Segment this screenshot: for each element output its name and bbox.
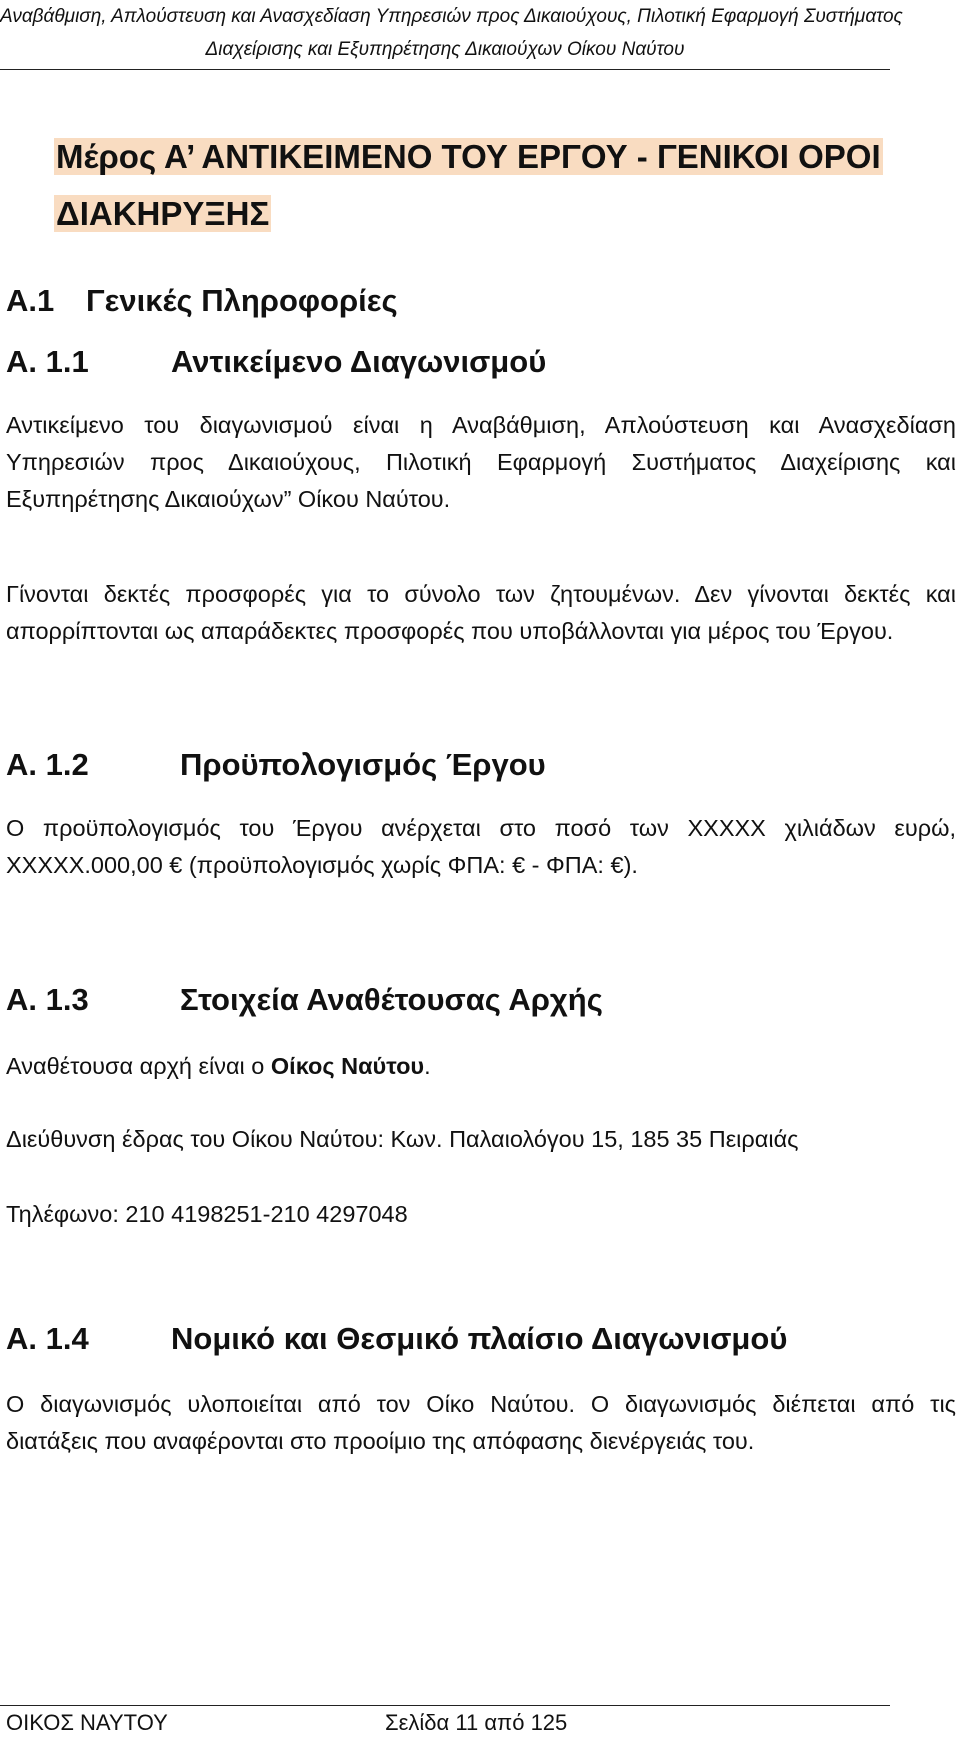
paragraph-line: Τηλέφωνο: 210 4198251-210 4297048 [6,1201,408,1227]
paragraph-line: Εξυπηρέτησης Δικαιούχων” Οίκου Ναύτου. [6,486,451,512]
footer-rule [0,1705,890,1706]
paragraph-phone [6,1196,956,1233]
part-title [54,128,959,242]
header-rule [0,69,890,70]
section-heading-a11 [6,343,546,381]
section-heading-a1 [6,282,398,320]
paragraph-subject [6,407,956,518]
part-title-line-2: ΔΙΑΚΗΡΥΞΗΣ [56,195,270,232]
authority-name: Οίκος Ναύτου [270,1053,425,1079]
paragraph-authority [6,1048,956,1085]
section-number: Α. 1.1 [6,344,89,379]
paragraph-line: διατάξεις που αναφέρονται στο προοίμιο της απόφασης διενέργειάς του. [6,1428,755,1454]
section-title: Αντικείμενο Διαγωνισμού [171,344,547,379]
paragraph-legal [6,1386,956,1460]
paragraph-line [6,1048,956,1085]
paragraph-line: ΧΧΧΧΧ.000,00 € (προϋπολογισμός χωρίς ΦΠΑ: € - ΦΠΑ: €). [6,852,638,878]
part-title-line-1: Μέρος Α’ ΑΝΤΙΚΕΙΜΕΝΟ ΤΟΥ ΕΡΓΟΥ - ΓΕΝΙΚΟΙ ΟΡΟΙ [56,138,881,175]
paragraph-line: Γίνονται δεκτές προσφορές για το σύνολο των ζητουμένων. Δεν γίνονται δεκτές και [6,581,956,607]
running-header-line-2: Διαχείρισης και Εξυπηρέτησης Δικαιούχων Οίκου Ναύτου [205,39,685,60]
section-heading-a13 [6,981,603,1019]
section-number: Α. 1.2 [6,747,89,782]
section-number: Α. 1.3 [6,982,89,1017]
running-header [0,0,903,66]
authority-prefix: Αναθέτουσα αρχή είναι ο [6,1053,271,1079]
paragraph-budget [6,810,956,884]
paragraph-line: Διεύθυνση έδρας του Οίκου Ναύτου: Κων. Παλαιολόγου 15, 185 35 Πειραιάς [6,1126,799,1152]
footer-org: ΟΙΚΟΣ ΝΑΥΤΟΥ [6,1710,168,1735]
paragraph-line: Αντικείμενο του διαγωνισμού είναι η Αναβάθμιση, Απλούστευση και Ανασχεδίαση [6,412,956,438]
paragraph-address [6,1121,956,1158]
running-header-line-1: Αναβάθμιση, Απλούστευση και Ανασχεδίαση Υπηρεσιών προς Δικαιούχους, Πιλοτική Εφαρμογή Συστήματος [0,6,903,27]
section-heading-a12 [6,746,546,784]
paragraph-line: απορρίπτονται ως απαράδεκτες προσφορές που υποβάλλονται για μέρος του Έργου. [6,618,894,644]
section-title: Προϋπολογισμός Έργου [180,747,546,782]
section-title: Στοιχεία Αναθέτουσας Αρχής [180,982,603,1017]
paragraph-offers [6,576,956,650]
section-number: Α. 1.4 [6,1321,89,1356]
section-heading-a14 [6,1320,787,1358]
paragraph-line: Ο προϋπολογισμός του Έργου ανέρχεται στο ποσό των ΧΧΧΧΧ χιλιάδων ευρώ, [6,815,956,841]
paragraph-line: Ο διαγωνισμός υλοποιείται από τον Οίκο Ναύτου. Ο διαγωνισμός διέπεται από τις [6,1391,956,1417]
footer-page-number: Σελίδα 11 από 125 [385,1710,568,1735]
section-number: Α.1 [6,283,55,318]
paragraph-line: Υπηρεσιών προς Δικαιούχους, Πιλοτική Εφαρμογή Συστήματος Διαχείρισης και [6,449,956,475]
section-title: Νομικό και Θεσμικό πλαίσιο Διαγωνισμού [171,1321,788,1356]
section-title: Γενικές Πληροφορίες [86,283,398,318]
authority-suffix: . [424,1053,431,1079]
